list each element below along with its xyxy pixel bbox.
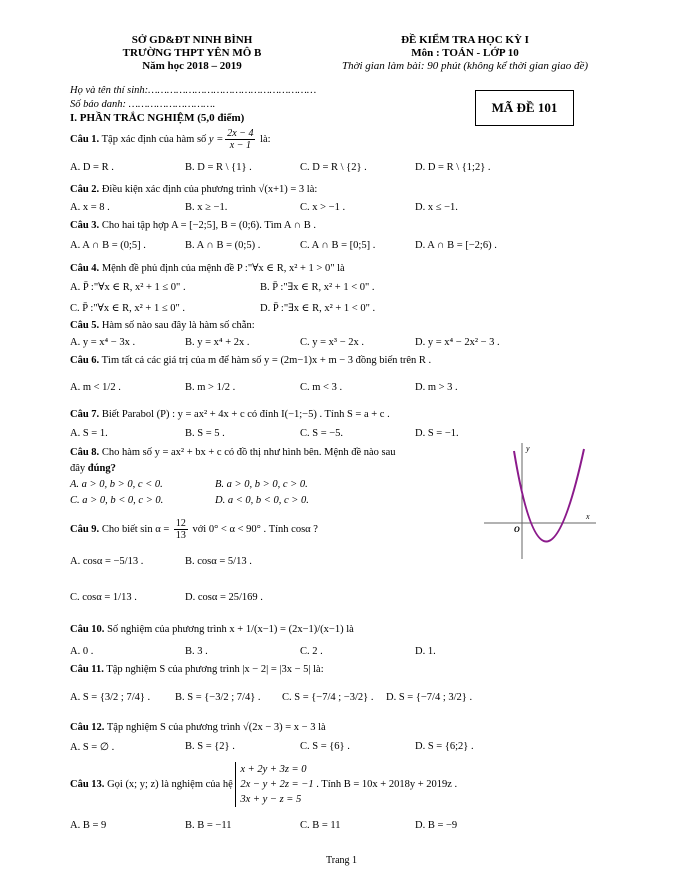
q3-answers <box>70 240 630 254</box>
q5-text: Hàm số nào sau đây là hàm số chẵn: <box>101 320 255 331</box>
q6-option-a[interactable]: A. m < 1/2 . <box>70 382 121 393</box>
q8-label: Câu 8. <box>70 447 100 458</box>
q10-option-a[interactable]: A. 0 . <box>70 646 94 657</box>
q6-option-c[interactable]: C. m < 3 . <box>300 382 343 393</box>
q5-option-c[interactable]: C. y = x³ − 2x . <box>300 337 364 348</box>
graph-label-y: y <box>526 444 530 453</box>
q10-option-b[interactable]: B. 3 . <box>185 646 208 657</box>
q4-option-c[interactable]: C. P̄ :"∀x ∈ R, x² + 1 ≤ 0" . <box>70 303 186 314</box>
question-9 <box>70 518 630 541</box>
q3-option-b[interactable]: B. A ∩ B = (0;5) . <box>185 240 261 251</box>
school-header <box>62 34 322 73</box>
school-year: Năm học 2018 – 2019 <box>142 60 242 72</box>
q12-answers <box>70 741 630 755</box>
q3-option-a[interactable]: A. A ∩ B = (0;5] . <box>70 240 146 251</box>
q7-option-d[interactable]: D. S = −1. <box>415 428 459 439</box>
exam-code-box: MÃ ĐỀ 101 <box>475 90 574 126</box>
q9-answers-row2 <box>70 592 630 606</box>
q10-option-d[interactable]: D. 1. <box>415 646 436 657</box>
question-12 <box>70 722 630 733</box>
parabola-graph <box>484 443 596 559</box>
q13-option-a[interactable]: A. B = 9 <box>70 820 107 831</box>
q6-label: Câu 6. <box>70 355 100 366</box>
q10-option-c[interactable]: C. 2 . <box>300 646 323 657</box>
q4-option-d[interactable]: D. P̄ :"∃x ∈ R, x² + 1 < 0" . <box>260 303 376 314</box>
q3-label: Câu 3. <box>70 220 100 231</box>
exam-title: ĐỀ KIỂM TRA HỌC KỲ I <box>401 34 529 46</box>
q4-option-b[interactable]: B. P̄ :"∃x ∈ R, x² + 1 < 0" . <box>260 282 375 293</box>
q13-answers <box>70 820 630 834</box>
q9-option-b[interactable]: B. cosα = 5/13 . <box>185 556 252 567</box>
question-13 <box>70 762 630 807</box>
q10-answers <box>70 646 630 660</box>
question-6 <box>70 355 630 366</box>
q12-option-d[interactable]: D. S = {6;2} . <box>415 741 474 752</box>
question-10 <box>70 624 630 635</box>
q1-option-b[interactable]: B. D = R \ {1} . <box>185 162 252 173</box>
q5-label: Câu 5. <box>70 320 100 331</box>
q2-option-d[interactable]: D. x ≤ −1. <box>415 202 458 213</box>
q6-text: Tìm tất cả các giá trị của m để hàm số y = (2m−1)x + m − 3 đồng biến trên R . <box>101 355 432 366</box>
q9-answers-row1 <box>70 556 630 570</box>
q9-label: Câu 9. <box>70 523 100 535</box>
q13-eq1: x + 2y + 3z = 0 <box>240 764 307 775</box>
q7-option-b[interactable]: B. S = 5 . <box>185 428 225 439</box>
q11-label: Câu 11. <box>70 664 104 675</box>
q11-text: Tập nghiệm S của phương trình |x − 2| = |3x − 5| là: <box>106 664 324 675</box>
q9-option-c[interactable]: C. cosα = 1/13 . <box>70 592 137 603</box>
q11-option-d[interactable]: D. S = {−7/4 ; 3/2} . <box>386 692 473 703</box>
q9-option-a[interactable]: A. cosα = −5/13 . <box>70 556 144 567</box>
q12-label: Câu 12. <box>70 722 105 733</box>
q13-label: Câu 13. <box>70 778 105 790</box>
q6-option-b[interactable]: B. m > 1/2 . <box>185 382 236 393</box>
q13-option-d[interactable]: D. B = −9 <box>415 820 458 831</box>
q4-answers-row2 <box>70 302 630 316</box>
question-3 <box>70 220 630 231</box>
q13-option-b[interactable]: B. B = −11 <box>185 820 232 831</box>
question-2 <box>70 184 630 195</box>
q1-tail: là: <box>260 133 271 145</box>
q5-answers <box>70 337 630 351</box>
q8-text2: đây <box>70 463 86 474</box>
q7-option-c[interactable]: C. S = −5. <box>300 428 344 439</box>
q2-label: Câu 2. <box>70 184 100 195</box>
q9-option-d[interactable]: D. cosα = 25/169 . <box>185 592 263 603</box>
q13-text: Gọi (x; y; z) là nghiệm của hệ <box>107 778 233 790</box>
q11-answers <box>70 692 630 706</box>
q8-option-b[interactable]: B. a > 0, b > 0, c > 0. <box>215 479 308 490</box>
q4-answers-row1 <box>70 281 630 295</box>
q4-label: Câu 4. <box>70 263 100 274</box>
q13-option-c[interactable]: C. B = 11 <box>300 820 341 831</box>
q7-answers <box>70 428 630 442</box>
q1-option-d[interactable]: D. D = R \ {1;2} . <box>415 162 491 173</box>
q8-text: Cho hàm số y = ax² + bx + c có đồ thị như hình bên. Mệnh đề nào sau <box>101 447 396 458</box>
q12-text: Tập nghiệm S của phương trình √(2x − 3) = x − 3 là <box>106 722 326 733</box>
q1-text: Tập xác định của hàm số <box>101 133 207 145</box>
question-11 <box>70 664 630 675</box>
q4-text: Mệnh đề phủ định của mệnh đề P :"∀x ∈ R, x² + 1 > 0" là <box>101 263 345 274</box>
page-number: Trang 1 <box>325 855 358 866</box>
q7-text: Biết Parabol (P) : y = ax² + 4x + c có đỉnh I(−1;−5) . Tính S = a + c . <box>101 409 390 420</box>
question-5 <box>70 320 630 331</box>
q6-answers <box>70 382 630 396</box>
q13-system <box>235 762 313 807</box>
student-number-field: Số báo danh: ………………………. <box>70 99 216 110</box>
q2-option-a[interactable]: A. x = 8 . <box>70 202 110 213</box>
q1-label: Câu 1. <box>70 133 100 145</box>
q1-option-a[interactable]: A. D = R . <box>70 162 114 173</box>
q9-text-mid: với 0° < α < 90° . Tính cosα ? <box>192 523 318 535</box>
q5-option-a[interactable]: A. y = x⁴ − 3x . <box>70 337 136 348</box>
q11-option-c[interactable]: C. S = {−7/4 ; −3/2} . <box>282 692 374 703</box>
q12-option-b[interactable]: B. S = {2} . <box>185 741 235 752</box>
q4-option-a[interactable]: A. P̄ :"∀x ∈ R, x² + 1 ≤ 0" . <box>70 282 186 293</box>
q9-text: Cho biết sin α = <box>101 523 170 535</box>
q6-option-d[interactable]: D. m > 3 . <box>415 382 458 393</box>
question-4 <box>70 262 630 274</box>
q1-option-c[interactable]: C. D = R \ {2} . <box>300 162 367 173</box>
q10-label: Câu 10. <box>70 624 105 635</box>
q8-option-a[interactable]: A. a > 0, b > 0, c < 0. <box>70 479 163 490</box>
exam-header <box>300 34 630 73</box>
q8-option-c[interactable]: C. a > 0, b < 0, c > 0. <box>70 495 164 506</box>
exam-subject: Môn : TOÁN - LỚP 10 <box>411 47 519 59</box>
graph-label-o: O <box>514 525 520 534</box>
q2-text: Điều kiện xác định của phương trình √(x+1) = 3 là: <box>101 184 318 195</box>
q5-option-d[interactable]: D. y = x⁴ − 2x² − 3 . <box>415 337 500 348</box>
q5-option-b[interactable]: B. y = x⁴ + 2x . <box>185 337 250 348</box>
q7-label: Câu 7. <box>70 409 100 420</box>
school-name: TRƯỜNG THPT YÊN MÔ B <box>122 47 262 59</box>
student-name-field: Họ và tên thí sinh:……………………………………………… <box>70 85 317 96</box>
q3-option-d[interactable]: D. A ∩ B = [−2;6) . <box>415 240 497 251</box>
q10-text: Số nghiệm của phương trình x + 1/(x−1) = (2x−1)/(x−1) là <box>107 624 354 635</box>
q8-text2b: đúng? <box>87 463 116 474</box>
q9-fraction: $\frac{12}{13}$ <box>175 518 186 541</box>
department-name: SỞ GD&ĐT NINH BÌNH <box>131 34 253 46</box>
graph-label-x: x <box>586 512 590 521</box>
student-info <box>70 84 316 112</box>
q11-option-b[interactable]: B. S = {−3/2 ; 7/4} . <box>175 692 261 703</box>
q7-option-a[interactable]: A. S = 1. <box>70 428 108 439</box>
q8-option-d[interactable]: D. a < 0, b < 0, c > 0. <box>215 495 309 506</box>
q13-tail: . Tính B = 10x + 2018y + 2019z . <box>316 778 458 790</box>
q13-eq3: 3x + y − z = 5 <box>240 794 302 805</box>
q3-text: Cho hai tập hợp A = [−2;5], B = (0;6). Tìm A ∩ B . <box>101 220 316 231</box>
question-7 <box>70 409 630 420</box>
q11-option-a[interactable]: A. S = {3/2 ; 7/4} . <box>70 692 151 703</box>
q2-answers <box>70 202 630 216</box>
section-title: I. PHẦN TRẮC NGHIỆM (5,0 điểm) <box>70 112 245 124</box>
q12-option-a[interactable]: A. S = ∅ . <box>70 742 115 753</box>
q2-option-c[interactable]: C. x > −1 . <box>300 202 346 213</box>
q1-formula: y = $\frac{2x - 4}{x - 1}$ <box>208 128 254 151</box>
q2-option-b[interactable]: B. x ≥ −1. <box>185 202 228 213</box>
question-1 <box>70 128 630 151</box>
q1-answers <box>70 162 630 176</box>
q12-option-c[interactable]: C. S = {6} . <box>300 741 350 752</box>
question-8 <box>70 447 480 458</box>
exam-time: Thời gian làm bài: 90 phút (không kể thời gian giao đề) <box>341 60 589 72</box>
q13-eq2: 2x − y + 2z = −1 <box>240 779 314 790</box>
q3-option-c[interactable]: C. A ∩ B = [0;5] . <box>300 240 376 251</box>
